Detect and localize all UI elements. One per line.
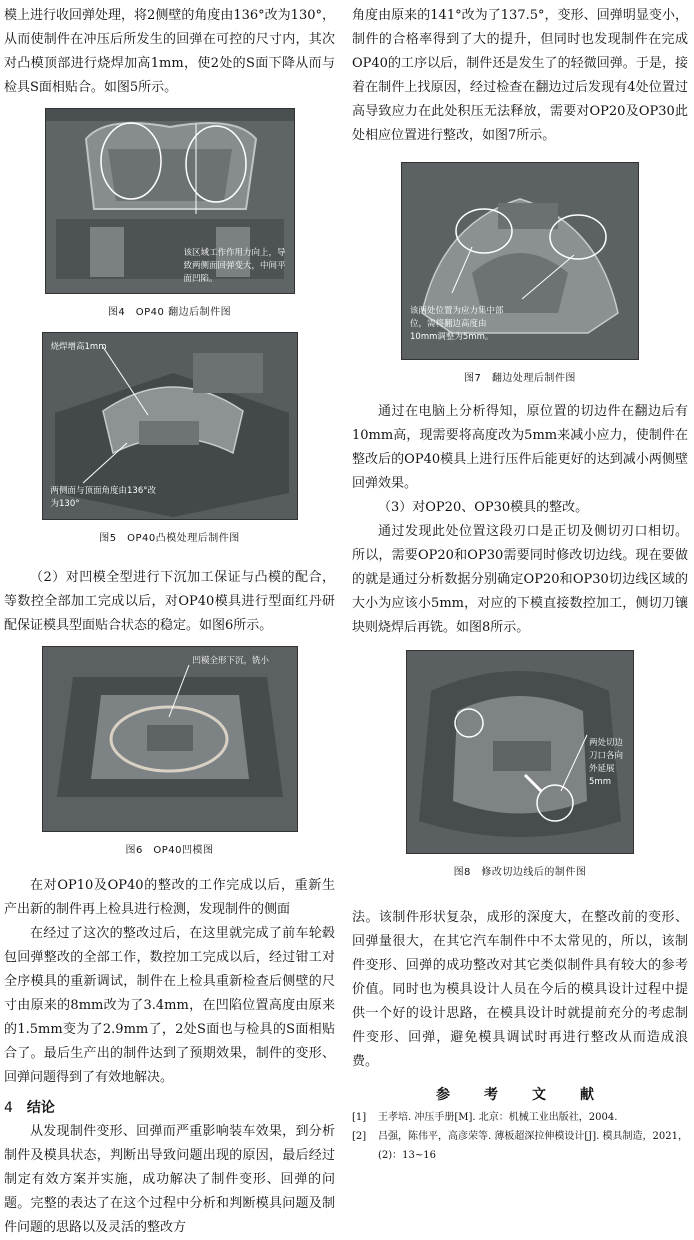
figure-note: 该区域工作作用力向上，导致两侧面回弹变大，中间平面凹陷。: [183, 248, 286, 284]
paragraph: 通过在电脑上分析得知，原位置的切边件在翻边后有10mm高，现需要将高度改为5mm来减小应力，使制件在整改后的OP40模具上进行压件后能更好的达到减小两侧壁回弹效果。: [352, 404, 688, 491]
paragraph: 从发现制件变形、回弹而严重影响装车效果，到分析制件及模具状态，判断出导致问题出现的原因，最后经过制定有效方案并实施，成功解决了制件变形、回弹的问题。完整的表达了在这个过程中分析和判断模具问题及制件问题的思路以及灵活的整改方: [4, 1124, 335, 1235]
die-cavity-illustration-icon: [43, 647, 297, 831]
figure-note: 两处切边刀口各向外延展5mm: [589, 738, 624, 787]
paragraph: 模上进行收回弹处理，将2侧壁的角度由136°改为130°，从而使制件在冲压后所发生的回弹在可控的尺寸内，其次对凸模顶部进行烧焊加高1mm，使2处的S面下降从而与检具S面相贴合。如图5所示。: [4, 8, 335, 95]
figure-7-image: [401, 162, 639, 360]
figure-6-image: [42, 646, 298, 832]
section-number: 4: [4, 1100, 13, 1116]
left-column: [4, 0, 335, 1240]
reference-number: [2]: [352, 1131, 367, 1142]
figure-note: 该两处位置为应力集中部位，需将翻边高度由10mm调整为5mm。: [410, 306, 504, 342]
right-column: [352, 0, 688, 1165]
figure-note: 凹模全形下沉，铣小: [192, 656, 270, 666]
figure-5-image: [42, 332, 298, 520]
reference-text: 王孝培. 冲压手册[M]. 北京：机械工业出版社，2004.: [378, 1112, 618, 1123]
reference-item: [352, 1127, 688, 1165]
figure-8-image: [406, 650, 634, 854]
reference-number: [1]: [352, 1112, 367, 1123]
figure-caption: 图7 翻边处理后制件图: [464, 373, 576, 384]
figure-4-image: [45, 108, 295, 294]
section-title: 结论: [26, 1100, 55, 1116]
paragraph: 在对OP10及OP40的整改的工作完成以后，重新生产出新的制件再上检具进行检测，发现制件的侧面: [4, 878, 335, 917]
reference-item: [352, 1108, 688, 1127]
figure-note-top: 烧焊增高1mm: [50, 342, 107, 352]
figure-caption: 图8 修改切边线后的制件图: [453, 867, 587, 878]
reference-text: 吕强，陈伟平，高彦荣等. 薄板超深拉伸模设计[J]. 模具制造，2021，(2)：13~16: [378, 1131, 688, 1161]
paragraph: （2）对凹模全型进行下沉加工保证与凸模的配合，等数控全部加工完成以后，对OP40模具进行型面红丹研配保证模具型面贴合状态的稳定。如图6所示。: [4, 570, 335, 633]
references-list: [352, 1108, 688, 1165]
figure-note-bottom: 两侧面与顶面角度由136°改为130°: [50, 486, 156, 509]
paragraph: 在经过了这次的整改过后，在这里就完成了前车轮毂包回弹整改的全部工作，数控加工完成以后，经过钳工对全序模具的重新调试，制件在上检具重新检查后侧壁的尺寸由原来的8mm改为了3.4mm，在凹陷位置高度由原来的1.5mm变为了2.9mm了，2处S面也与检具的S面相贴合了。最后生产出的制件达到了预期效果，制件的变形、回弹问题得到了有效地解决。: [4, 926, 335, 1085]
section-heading: [4, 1096, 335, 1120]
paragraph: 通过发现此处位置这段刃口是正切及侧切刃口相切。所以，需要OP20和OP30需要同时修改切边线。现在要做的就是通过分析数据分别确定OP20和OP30切边线区域的大小为应该小5mm，对应的下模直接数控加工，侧切刀镶块则烧焊后再铣。如图8所示。: [352, 524, 688, 635]
paragraph: （3）对OP20、OP30模具的整改。: [378, 500, 589, 515]
references-heading: 参 考 文 献: [436, 1087, 604, 1103]
figure-caption: 图4 OP40 翻边后制件图: [107, 307, 232, 318]
paragraph: 角度由原来的141°改为了137.5°，变形、回弹明显变小，制件的合格率得到了大的提升，但同时也发现制件在完成OP40的工序以后，制件还是发生了的轻微回弹。于是，接着在制件上找原因，经过检查在翻边过后发现有4处位置过高导致应力在此处积压无法释放，需要对OP20及OP30此处相应位置进行整改，如图7所示。: [352, 8, 688, 143]
paragraph: 法。该制件形状复杂，成形的深度大，在整改前的变形、回弹量很大，在其它汽车制件中不太常见的，所以，该制件变形、回弹的成功整改对其它类似制件具有较大的参考价值。同时也为模具设计人员在今后的模具设计过程中提供一个好的设计思路，在模具设计时就提前充分的考虑制件变形、回弹，避免模具调试时再进行整改从而造成浪费。: [352, 910, 688, 1069]
figure-caption: 图6 OP40凹模图: [125, 845, 214, 856]
figure-caption: 图5 OP40凸模处理后制件图: [99, 533, 240, 544]
